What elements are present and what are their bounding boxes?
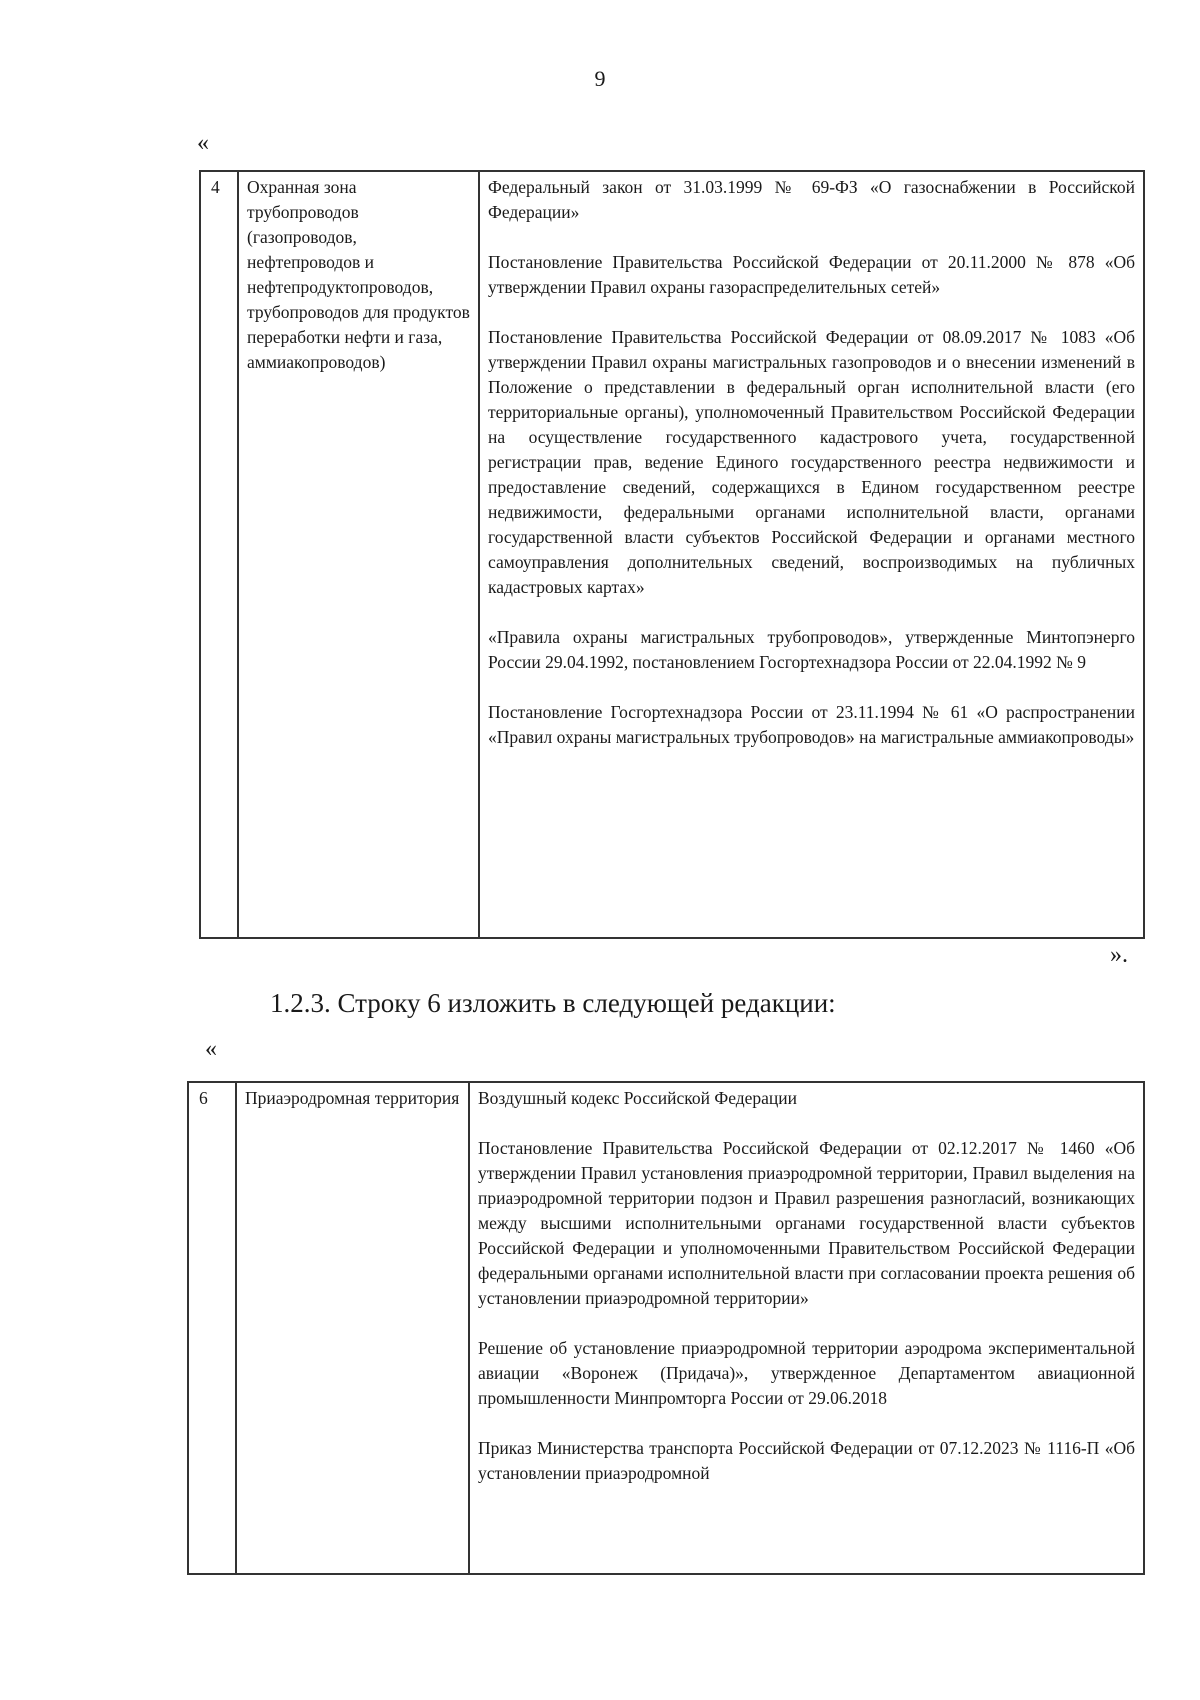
legal-act-paragraph: Решение об установление приаэродромной территории аэродрома экспериментальной авиации «Воронеж (Придача)», утвержденное Департаментом авиационной промышленности Минпромторга России от 29.06.2018 [478,1338,1135,1408]
legal-act-paragraph: Постановление Правительства Российской Федерации от 02.12.2017 № 1460 «Об утверждении Правил установления приаэродромной территории, Правил выделения на приаэродромной территории подзон и Правил разрешения разногласий, возникающих между высшими исполнительными органами государственной власти субъектов Российской Федерации и уполномоченными Правительством Российской Федерации федеральными органами исполнительной власти при согласовании проекта решения об установлении приаэродромной территории» [478,1138,1135,1308]
legal-basis-cell [479,171,1144,938]
section-heading: 1.2.3. Строку 6 изложить в следующей редакции: [270,988,836,1018]
legal-basis-cell [469,1082,1144,1574]
page-number: 9 [594,66,606,91]
regulation-table-row-6 [187,1081,1145,1575]
legal-act-paragraph: Постановление Правительства Российской Федерации от 08.09.2017 № 1083 «Об утверждении Правил охраны магистральных газопроводов и о внесении изменений в Положение о представлении в федеральный орган исполнительной власти (его территориальные органы), уполномоченный Правительством Российской Федерации на осуществление государственного кадастрового учета, государственной регистрации прав, ведение Единого государственного реестра недвижимости и предоставление сведений, содержащихся в Едином государственном реестре недвижимости, федеральными органами исполнительной власти, органами государственной власти субъектов Российской Федерации и органами местного самоуправления дополнительных сведений, воспроизводимых на публичных кадастровых картах» [488,327,1135,597]
closing-quote: ». [1110,942,1128,968]
legal-act-paragraph: Постановление Правительства Российской Федерации от 20.11.2000 № 878 «Об утверждении Правил охраны газораспределительных сетей» [488,252,1135,297]
regulation-table-row-4 [199,170,1145,939]
row-number: 6 [188,1082,236,1574]
zone-name: Приаэродромная территория [236,1082,469,1574]
opening-quote: « [197,130,209,156]
opening-quote: « [205,1036,217,1062]
legal-act-paragraph: Приказ Министерства транспорта Российской Федерации от 07.12.2023 № 1116-П «Об установлении приаэродромной [478,1438,1135,1483]
legal-act-paragraph: Федеральный закон от 31.03.1999 № 69-ФЗ «О газоснабжении в Российской Федерации» [488,177,1135,222]
row-number: 4 [200,171,238,938]
legal-act-paragraph: Постановление Госгортехнадзора России от 23.11.1994 № 61 «О распространении «Правил охраны магистральных трубопроводов» на магистральные аммиакопроводы» [488,702,1135,747]
legal-act-paragraph: Воздушный кодекс Российской Федерации [478,1088,798,1108]
legal-act-paragraph: «Правила охраны магистральных трубопроводов», утвержденные Минтопэнерго России 29.04.1992, постановлением Госгортехнадзора России от 22.04.1992 № 9 [488,627,1135,672]
zone-name: Охранная зона трубопроводов (газопроводов, нефтепроводов и нефтепродуктопроводов, трубопроводов для продуктов переработки нефти и газа, аммиакопроводов) [238,171,479,938]
